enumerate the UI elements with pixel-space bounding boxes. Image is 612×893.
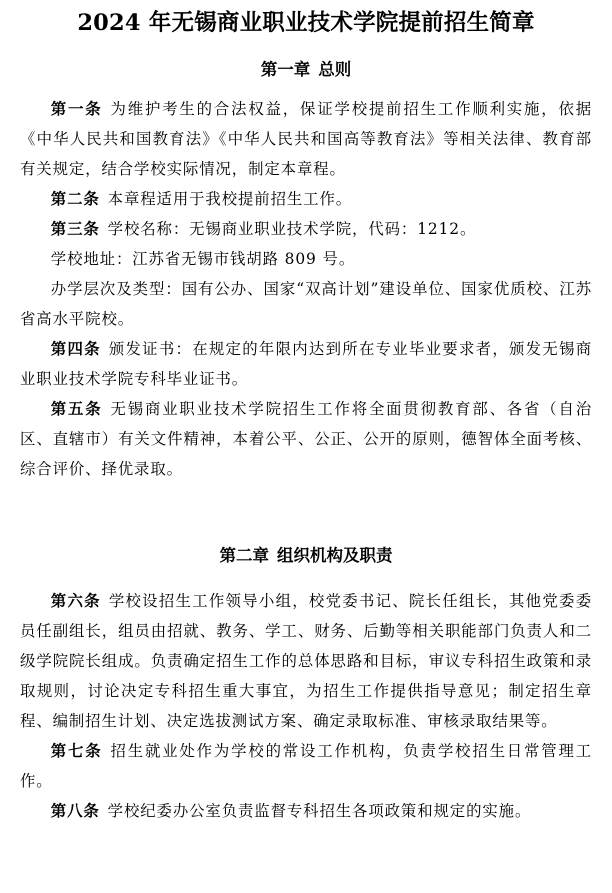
article-5-text: 无锡商业职业技术学院招生工作将全面贯彻教育部、各省（自治区、直辖市）有关文件精神，本着公平、公正、公开的原则，德智体全面考核、综合评价、择优录取。 (20, 400, 593, 478)
article-8-lead: 第八条 (50, 802, 100, 820)
chapter-2-heading (0, 543, 612, 569)
article-8 (20, 796, 592, 826)
article-2-text: 本章程适用于我校提前招生工作。 (107, 190, 353, 208)
article-1 (20, 94, 592, 184)
article-3-text: 学校名称：无锡商业职业技术学院，代码：1212。 (107, 220, 477, 238)
chapter-2-number: 第二章 (219, 546, 269, 565)
school-type (20, 274, 592, 334)
school-type-text: 办学层次及类型：国有公办、国家“双高计划”建设单位、国家优质校、江苏省高水平院校。 (20, 280, 592, 328)
article-2-lead: 第二条 (50, 190, 100, 208)
article-6-lead: 第六条 (50, 592, 101, 610)
article-4-lead: 第四条 (50, 340, 101, 358)
article-7-text: 招生就业处作为学校的常设工作机构，负责学校招生日常管理工作。 (20, 742, 593, 790)
chapter-2-name: 组织机构及职责 (277, 546, 393, 565)
article-5-lead: 第五条 (50, 400, 103, 418)
document-title: 2024 年无锡商业职业技术学院提前招生简章 (77, 10, 535, 36)
article-7-lead: 第七条 (50, 742, 103, 760)
article-1-text: 为维护考生的合法权益，保证学校提前招生工作顺利实施，依据《中华人民共和国教育法》《中华人民共和国高等教育法》等相关法律、教育部有关规定，结合学校实际情况，制定本章程。 (20, 100, 593, 178)
article-6 (20, 586, 592, 736)
article-3 (20, 214, 592, 244)
article-5 (20, 394, 592, 484)
article-4-text: 颁发证书：在规定的年限内达到所在专业毕业要求者，颁发无锡商业职业技术学院专科毕业证书。 (20, 340, 592, 388)
article-6-text: 学校设招生工作领导小组，校党委书记、院长任组长，其他党委委员任副组长，组员由招就、教务、学工、财务、后勤等相关职能部门负责人和二级学院院长组成。负责确定招生工作的总体思路和目标，审议专科招生政策和录取规则，讨论决定专科招生重大事宜，为招生工作提供指导意见；制定招生章程、编制招生计划、决定选拔测试方案、确定录取标准、审核录取结果等。 (20, 592, 592, 730)
school-address (20, 244, 592, 274)
article-2 (20, 184, 592, 214)
chapter-1-body (20, 94, 592, 484)
article-3-lead: 第三条 (50, 220, 100, 238)
article-4 (20, 334, 592, 394)
chapter-1-heading (0, 57, 612, 83)
article-1-lead: 第一条 (50, 100, 103, 118)
article-8-text: 学校纪委办公室负责监督专科招生各项政策和规定的实施。 (107, 802, 532, 820)
chapter-2-body (20, 586, 592, 826)
article-7 (20, 736, 592, 796)
chapter-1-name: 总则 (318, 60, 352, 79)
chapter-1-number: 第一章 (260, 60, 311, 79)
school-address-text: 学校地址：江苏省无锡市钱胡路 809 号。 (50, 250, 356, 268)
